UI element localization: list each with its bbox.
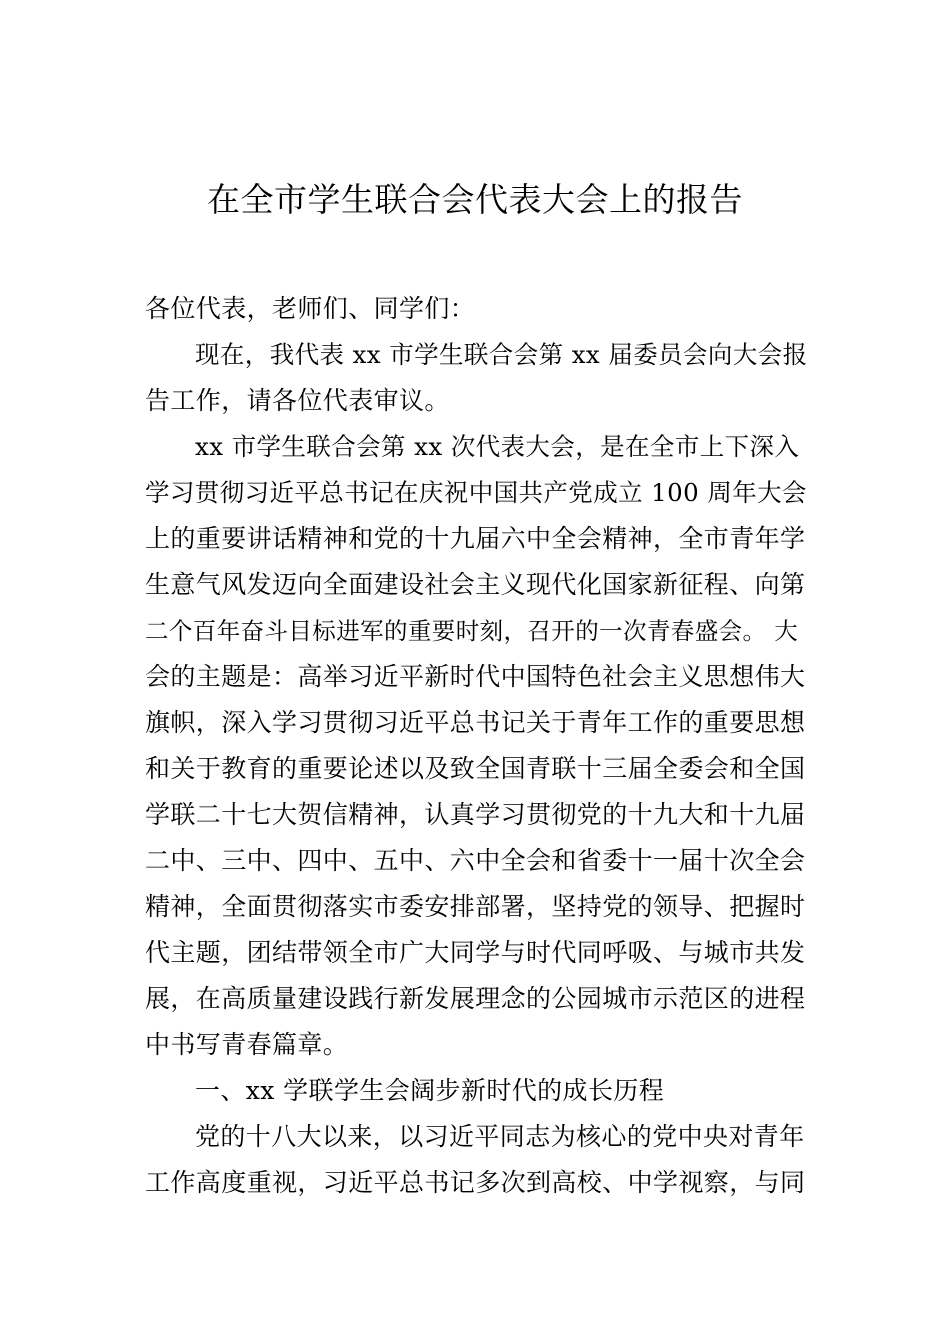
- text-line: 生意气风发迈向全面建设社会主义现代化国家新征程、向第: [145, 570, 806, 599]
- text-line: 上的重要讲话精神和党的十九届六中全会精神，全市青年学: [145, 524, 806, 553]
- text-line: 旗帜，深入学习贯彻习近平总书记关于青年工作的重要思想: [145, 708, 806, 737]
- text-line: 代主题，团结带领全市广大同学与时代同呼吸、与城市共发: [145, 938, 806, 967]
- text-line: 一、xx 学联学生会阔步新时代的成长历程: [195, 1076, 665, 1105]
- text-line: 告工作，请各位代表审议。: [145, 386, 450, 415]
- text-line: 精神，全面贯彻落实市委安排部署，坚持党的领导、把握时: [145, 892, 806, 921]
- document-title: 在全市学生联合会代表大会上的报告: [207, 180, 743, 219]
- text-line: 党的十八大以来，以习近平同志为核心的党中央对青年: [195, 1122, 805, 1151]
- text-line: 会的主题是：高举习近平新时代中国特色社会主义思想伟大: [145, 662, 806, 691]
- text-line: 工作高度重视，习近平总书记多次到高校、中学视察，与同: [145, 1168, 806, 1197]
- text-line: 和关于教育的重要论述以及致全国青联十三届全委会和全国: [145, 754, 806, 783]
- document-body: [145, 286, 810, 1206]
- text-line: 学习贯彻习近平总书记在庆祝中国共产党成立 100 周年大会: [145, 478, 807, 507]
- text-line: 学联二十七大贺信精神，认真学习贯彻党的十九大和十九届: [145, 800, 806, 829]
- text-line: 二个百年奋斗目标进军的重要时刻，召开的一次青春盛会。 大: [145, 617, 799, 645]
- text-line: xx 市学生联合会第 xx 次代表大会，是在全市上下深入: [195, 432, 800, 461]
- text-line: 各位代表，老师们、同学们：: [145, 294, 476, 323]
- text-line: 二中、三中、四中、五中、六中全会和省委十一届十次全会: [145, 846, 806, 875]
- text-line: 中书写青春篇章。: [145, 1030, 349, 1059]
- text-line: 现在，我代表 xx 市学生联合会第 xx 届委员会向大会报: [195, 340, 808, 369]
- text-line: 展，在高质量建设践行新发展理念的公园城市示范区的进程: [145, 984, 806, 1013]
